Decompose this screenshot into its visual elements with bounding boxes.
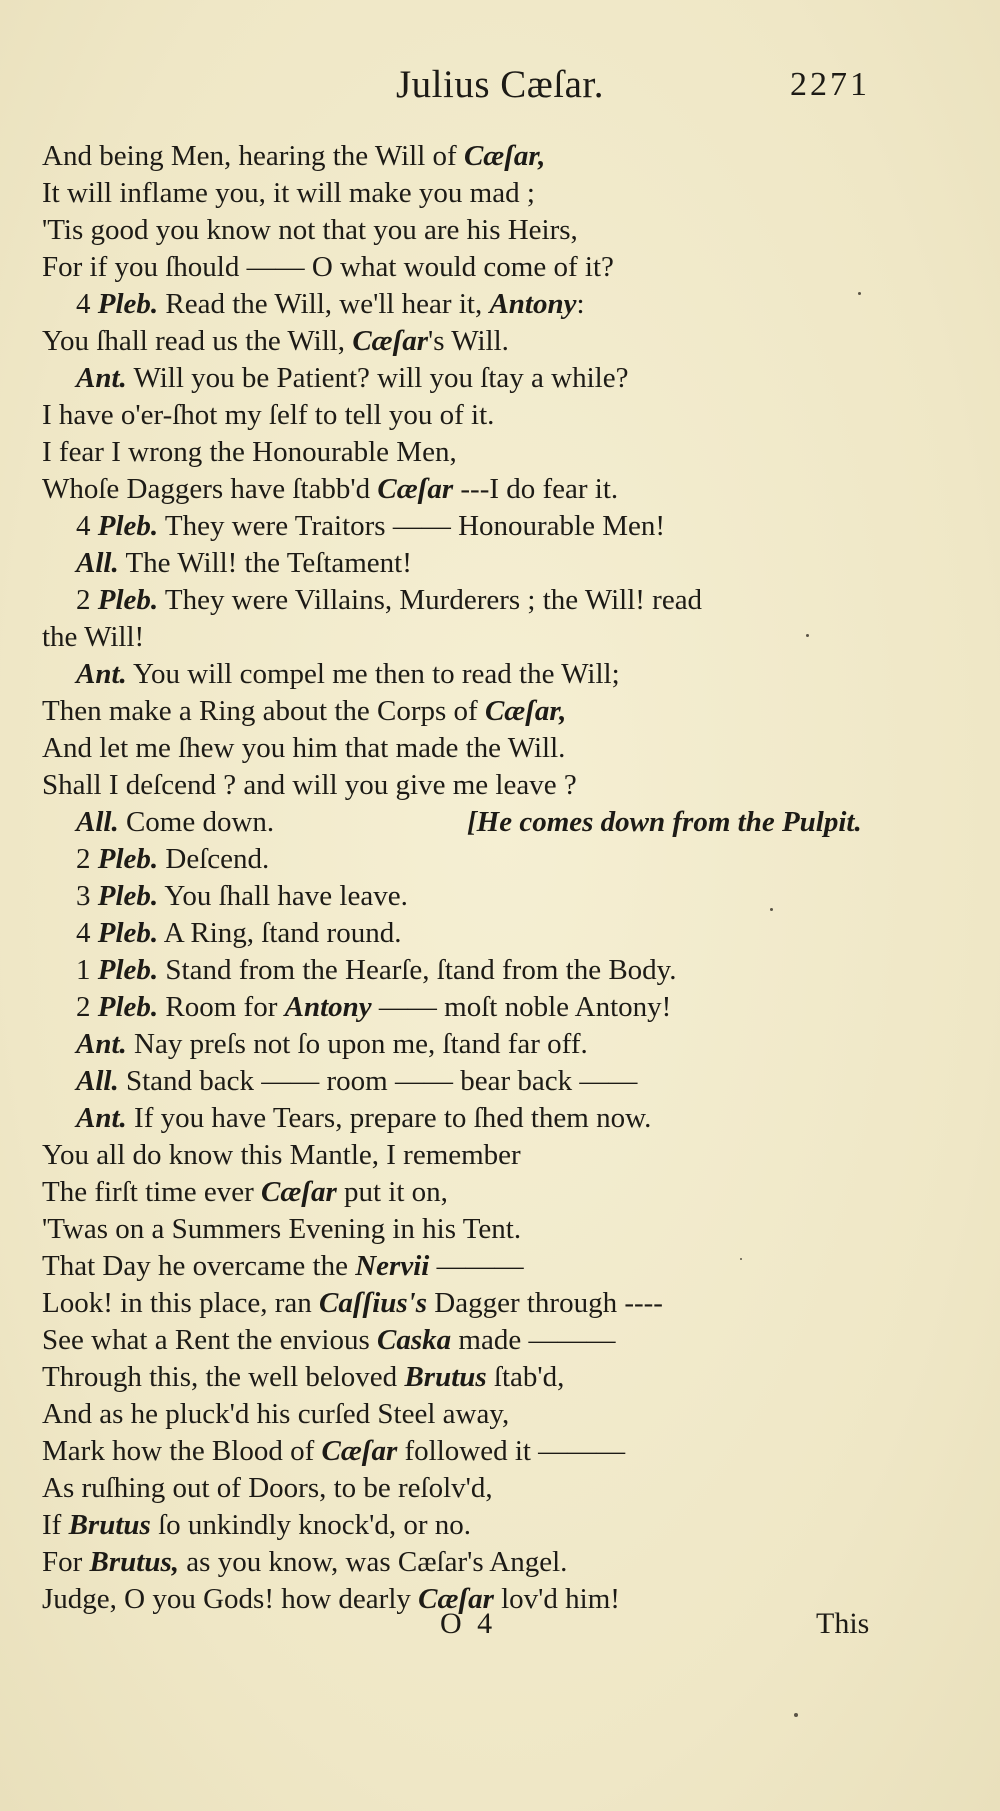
line-suffix: 's Will. xyxy=(428,325,509,357)
line-text: 'Twas on a Summers Evening in his Tent. xyxy=(42,1213,522,1245)
text-line xyxy=(42,730,892,767)
speaker-name: Pleb. xyxy=(97,843,159,875)
line-text: If xyxy=(42,1509,69,1541)
text-line xyxy=(42,434,892,471)
line-text: Nay preſs not ſo upon me, ſtand far off. xyxy=(126,1028,588,1060)
italic-name: Brutus xyxy=(404,1361,487,1393)
line-text: Deſcend. xyxy=(158,843,270,875)
running-head xyxy=(0,62,1000,122)
line-text: Mark how the Blood of xyxy=(42,1435,322,1467)
line-prefix: 1 xyxy=(76,954,98,986)
text-line xyxy=(42,952,892,989)
text-line xyxy=(42,1285,892,1322)
text-line xyxy=(42,1470,892,1507)
italic-name: Cæſar, xyxy=(463,140,546,172)
paper-speck xyxy=(806,634,809,637)
line-text: It will inflame you, it will make you mad ; xyxy=(42,177,535,209)
text-line xyxy=(42,1026,892,1063)
italic-name: Cæſar xyxy=(352,325,429,357)
line-suffix: ——— xyxy=(429,1250,524,1282)
text-line xyxy=(42,582,892,619)
line-prefix: 2 xyxy=(76,843,98,875)
line-text: I fear I wrong the Honourable Men, xyxy=(42,436,457,468)
speaker-name: Pleb. xyxy=(97,584,159,616)
catchword: This xyxy=(816,1607,870,1640)
text-line xyxy=(42,767,892,804)
paper-speck xyxy=(740,1258,742,1260)
line-suffix: Dagger through ---- xyxy=(427,1287,663,1319)
line-suffix: ſo unkindly knock'd, or no. xyxy=(150,1509,471,1541)
italic-name: Antony xyxy=(489,288,577,320)
line-text: Shall I deſcend ? and will you give me leave ? xyxy=(42,769,577,801)
text-line xyxy=(42,693,892,730)
line-text: And let me ſhew you him that made the Will. xyxy=(42,732,566,764)
line-text: That Day he overcame the xyxy=(42,1250,356,1282)
line-text: See what a Rent the envious xyxy=(42,1324,378,1356)
line-text: A Ring, ſtand round. xyxy=(158,917,402,949)
line-text: You ſhall read us the Will, xyxy=(42,325,353,357)
text-line xyxy=(42,1248,892,1285)
text-line xyxy=(42,175,892,212)
line-text: Stand from the Hearſe, ſtand from the Body. xyxy=(158,954,677,986)
speaker-name: All. xyxy=(76,547,119,579)
line-text: Read the Will, we'll hear it, xyxy=(158,288,490,320)
text-line xyxy=(42,471,892,508)
speaker-name: All. xyxy=(76,806,119,838)
line-text: For if you ſhould —— O what would come of it? xyxy=(42,251,614,283)
line-text: And as he pluck'd his curſed Steel away, xyxy=(42,1398,510,1430)
text-line xyxy=(42,138,892,175)
line-text: The Will! the Teſtament! xyxy=(118,547,412,579)
line-text: Judge, O you Gods! how dearly xyxy=(42,1583,419,1615)
stage-direction: [He comes down from the Pulpit. xyxy=(467,806,862,838)
line-text: 'Tis good you know not that you are his Heirs, xyxy=(42,214,578,246)
line-suffix: lov'd him! xyxy=(493,1583,620,1615)
line-text: You all do know this Mantle, I remember xyxy=(42,1139,521,1171)
text-line xyxy=(42,804,892,841)
speaker-name: All. xyxy=(76,1065,119,1097)
italic-name: Antony xyxy=(284,991,372,1023)
text-line xyxy=(42,1396,892,1433)
italic-name: Caska xyxy=(377,1324,452,1356)
text-line xyxy=(42,1211,892,1248)
text-line xyxy=(42,1100,892,1137)
line-text: For xyxy=(42,1546,90,1578)
italic-name: Brutus xyxy=(68,1509,151,1541)
speaker-name: Ant. xyxy=(76,362,127,394)
text-line xyxy=(42,545,892,582)
speaker-name: Pleb. xyxy=(97,510,159,542)
text-line xyxy=(42,1433,892,1470)
italic-name: Caſſius's xyxy=(319,1287,428,1319)
line-suffix: ---I do fear it. xyxy=(453,473,619,505)
line-prefix: 4 xyxy=(76,510,98,542)
text-line xyxy=(42,1063,892,1100)
play-text xyxy=(42,138,892,1618)
speaker-name: Pleb. xyxy=(97,954,159,986)
line-suffix: followed it ——— xyxy=(397,1435,626,1467)
speaker-name: Pleb. xyxy=(97,880,159,912)
text-line xyxy=(42,989,892,1026)
line-text: You will compel me then to read the Will; xyxy=(126,658,620,690)
line-prefix: 2 xyxy=(76,584,98,616)
speaker-name: Ant. xyxy=(76,658,127,690)
page-footer xyxy=(0,1607,1000,1651)
line-prefix: 4 xyxy=(76,288,98,320)
line-suffix: : xyxy=(576,288,585,320)
line-text: You ſhall have leave. xyxy=(158,880,408,912)
line-text: The firſt time ever xyxy=(42,1176,262,1208)
speaker-name: Ant. xyxy=(76,1102,127,1134)
line-text: They were Traitors —— Honourable Men! xyxy=(158,510,666,542)
speaker-name: Pleb. xyxy=(97,917,159,949)
italic-name: Cæſar xyxy=(377,473,454,505)
italic-name: Cæſar, xyxy=(484,695,567,727)
line-text: Then make a Ring about the Corps of xyxy=(42,695,485,727)
line-text: Room for xyxy=(158,991,285,1023)
text-line xyxy=(42,286,892,323)
text-line xyxy=(42,323,892,360)
text-line xyxy=(42,1507,892,1544)
text-line xyxy=(42,397,892,434)
line-suffix: put it on, xyxy=(336,1176,448,1208)
line-suffix: made ——— xyxy=(451,1324,616,1356)
line-text: Whoſe Daggers have ſtabb'd xyxy=(42,473,378,505)
paper-speck xyxy=(770,908,773,911)
text-line xyxy=(42,619,892,656)
line-text: If you have Tears, prepare to ſhed them now. xyxy=(126,1102,652,1134)
text-line xyxy=(42,915,892,952)
speaker-name: Pleb. xyxy=(97,991,159,1023)
line-suffix: —— moſt noble Antony! xyxy=(371,991,672,1023)
line-text: Through this, the well beloved xyxy=(42,1361,405,1393)
line-prefix: 2 xyxy=(76,991,98,1023)
text-line xyxy=(42,656,892,693)
line-prefix: 3 xyxy=(76,880,98,912)
paper-speck xyxy=(794,1713,798,1717)
text-line xyxy=(42,508,892,545)
line-text: Look! in this place, ran xyxy=(42,1287,320,1319)
text-line xyxy=(42,360,892,397)
text-line xyxy=(42,878,892,915)
line-text: Stand back —— room —— bear back —— xyxy=(118,1065,638,1097)
text-line xyxy=(42,249,892,286)
italic-name: Nervii xyxy=(355,1250,430,1282)
speaker-name: Ant. xyxy=(76,1028,127,1060)
text-line xyxy=(42,1137,892,1174)
line-text: And being Men, hearing the Will of xyxy=(42,140,464,172)
line-text: They were Villains, Murderers ; the Will! read xyxy=(158,584,703,616)
signature-mark: O 4 xyxy=(440,1607,497,1640)
page-title: Julius Cæſar. xyxy=(395,63,605,106)
speaker-name: Pleb. xyxy=(97,288,159,320)
italic-name: Cæſar xyxy=(418,1583,494,1615)
text-line xyxy=(42,1174,892,1211)
italic-name: Cæſar xyxy=(261,1176,337,1208)
text-line xyxy=(42,1359,892,1396)
line-suffix: as you know, was Cæſar's Angel. xyxy=(179,1546,568,1578)
text-line xyxy=(42,841,892,878)
line-suffix: ſtab'd, xyxy=(486,1361,565,1393)
page-number: 2271 xyxy=(790,66,870,103)
line-prefix: 4 xyxy=(76,917,98,949)
paper-speck xyxy=(858,292,861,295)
line-text: Come down. xyxy=(118,806,275,838)
text-line xyxy=(42,212,892,249)
line-text: the Will! xyxy=(42,621,145,653)
line-text: I have o'er-ſhot my ſelf to tell you of it. xyxy=(42,399,495,431)
text-line xyxy=(42,1544,892,1581)
italic-name: Brutus, xyxy=(89,1546,180,1578)
line-text: As ruſhing out of Doors, to be reſolv'd, xyxy=(42,1472,493,1504)
text-line xyxy=(42,1322,892,1359)
italic-name: Cæſar xyxy=(321,1435,398,1467)
line-text: Will you be Patient? will you ſtay a while? xyxy=(126,362,629,394)
